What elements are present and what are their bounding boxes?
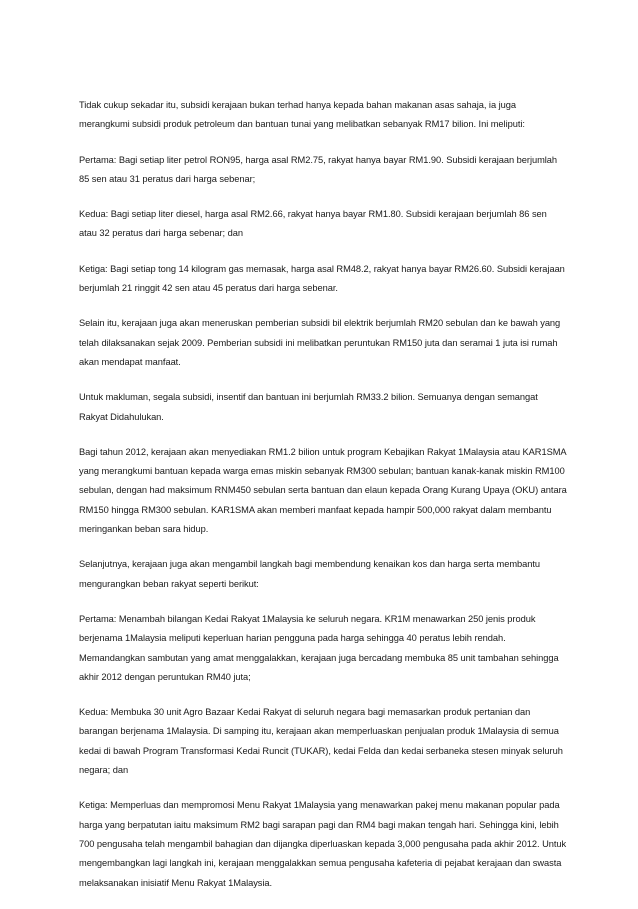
paragraph-menu-rakyat: Ketiga: Memperluas dan mempromosi Menu Rakyat 1Malaysia yang menawarkan pakej menu makanan popular pada harga yang berpatutan iaitu maksimum RM2 bagi sarapan pagi dan RM4 bagi makan tengah hari. Sehingga kini, lebih 700 pengusaha telah mengambil bahagian dan dijangka diperluaskan kepada 3,000 pengusaha pada akhir 2012. Untuk mengembangkan lagi langkah ini, kerajaan menggalakkan semua pengusaha kafeteria di pejabat kerajaan dan swasta melaksanakan inisiatif Menu Rakyat 1Malaysia. [79,800,567,888]
paragraph-subsidy-intro: Tidak cukup sekadar itu, subsidi kerajaan bukan terhad hanya kepada bahan makanan asas sahaja, ia juga merangkumi subsidi produk petroleum dan bantuan tunai yang melibatkan sebanyak RM17 bilion. Ini meliputi: [79,100,525,130]
document-body [79,96,567,909]
paragraph-subsidy-total: Untuk makluman, segala subsidi, insentif dan bantuan ini berjumlah RM33.2 bilion. Semuanya dengan semangat Rakyat Didahulukan. [79,392,538,422]
paragraph-agro-bazaar: Kedua: Membuka 30 unit Agro Bazaar Kedai Rakyat di seluruh negara bagi memasarkan produk pertanian dan barangan berjenama 1Malaysia. Di samping itu, kerajaan akan memperluaskan penjualan produk 1Malaysia di semua kedai di bawah Program Transformasi Kedai Runcit (TUKAR), kedai Felda dan kedai serbaneka stesen minyak seluruh negara; dan [79,707,563,776]
paragraph-electricity-subsidy: Selain itu, kerajaan juga akan meneruskan pemberian subsidi bil elektrik berjumlah RM20 sebulan dan ke bawah yang telah dilaksanakan sejak 2009. Pemberian subsidi ini melibatkan peruntukan RM150 juta dan seramai 1 juta isi rumah akan mendapat manfaat. [79,318,561,367]
paragraph-petrol-subsidy: Pertama: Bagi setiap liter petrol RON95, harga asal RM2.75, rakyat hanya bayar RM1.90. Subsidi kerajaan berjumlah 85 sen atau 31 peratus dari harga sebenar; [79,154,558,184]
paragraph-gas-subsidy: Ketiga: Bagi setiap tong 14 kilogram gas memasak, harga asal RM48.2, rakyat hanya bayar RM26.60. Subsidi kerajaan berjumlah 21 ringgit 42 sen atau 45 peratus dari harga sebenar. [79,263,565,294]
paragraph-cost-measures-intro: Selanjutnya, kerajaan juga akan mengambil langkah bagi membendung kenaikan kos dan harga serta membantu mengurangkan beban rakyat seperti berikut: [79,559,541,589]
paragraph-diesel-subsidy: Kedua: Bagi setiap liter diesel, harga asal RM2.66, rakyat hanya bayar RM1.80. Subsidi kerajaan berjumlah 86 sen atau 32 peratus dari harga sebenar; dan [79,209,547,239]
paragraph-kr1m: Pertama: Menambah bilangan Kedai Rakyat 1Malaysia ke seluruh negara. KR1M menawarkan 250 jenis produk berjenama 1Malaysia meliputi keperluan harian pengguna pada harga sehingga 40 peratus lebih rendah. Memandangkan sambutan yang amat menggalakkan, kerajaan juga bercadang membuka 85 unit tambahan sehingga akhir 2012 dengan peruntukan RM40 juta; [79,613,559,682]
paragraph-kar1sma: Bagi tahun 2012, kerajaan akan menyediakan RM1.2 bilion untuk program Kebajikan Rakyat 1Malaysia atau KAR1SMA yang merangkumi bantuan kepada warga emas miskin sebanyak RM300 sebulan; bantuan kanak-kanak miskin RM100 sebulan, dengan had maksimum RNM450 sebulan serta bantuan dan elaun kepada Orang Kurang Upaya (OKU) antara RM150 hingga RM300 sebulan. KAR1SMA akan memberi manfaat kepada hampir 500,000 rakyat dalam membantu meringankan beban sara hidup. [79,446,567,535]
